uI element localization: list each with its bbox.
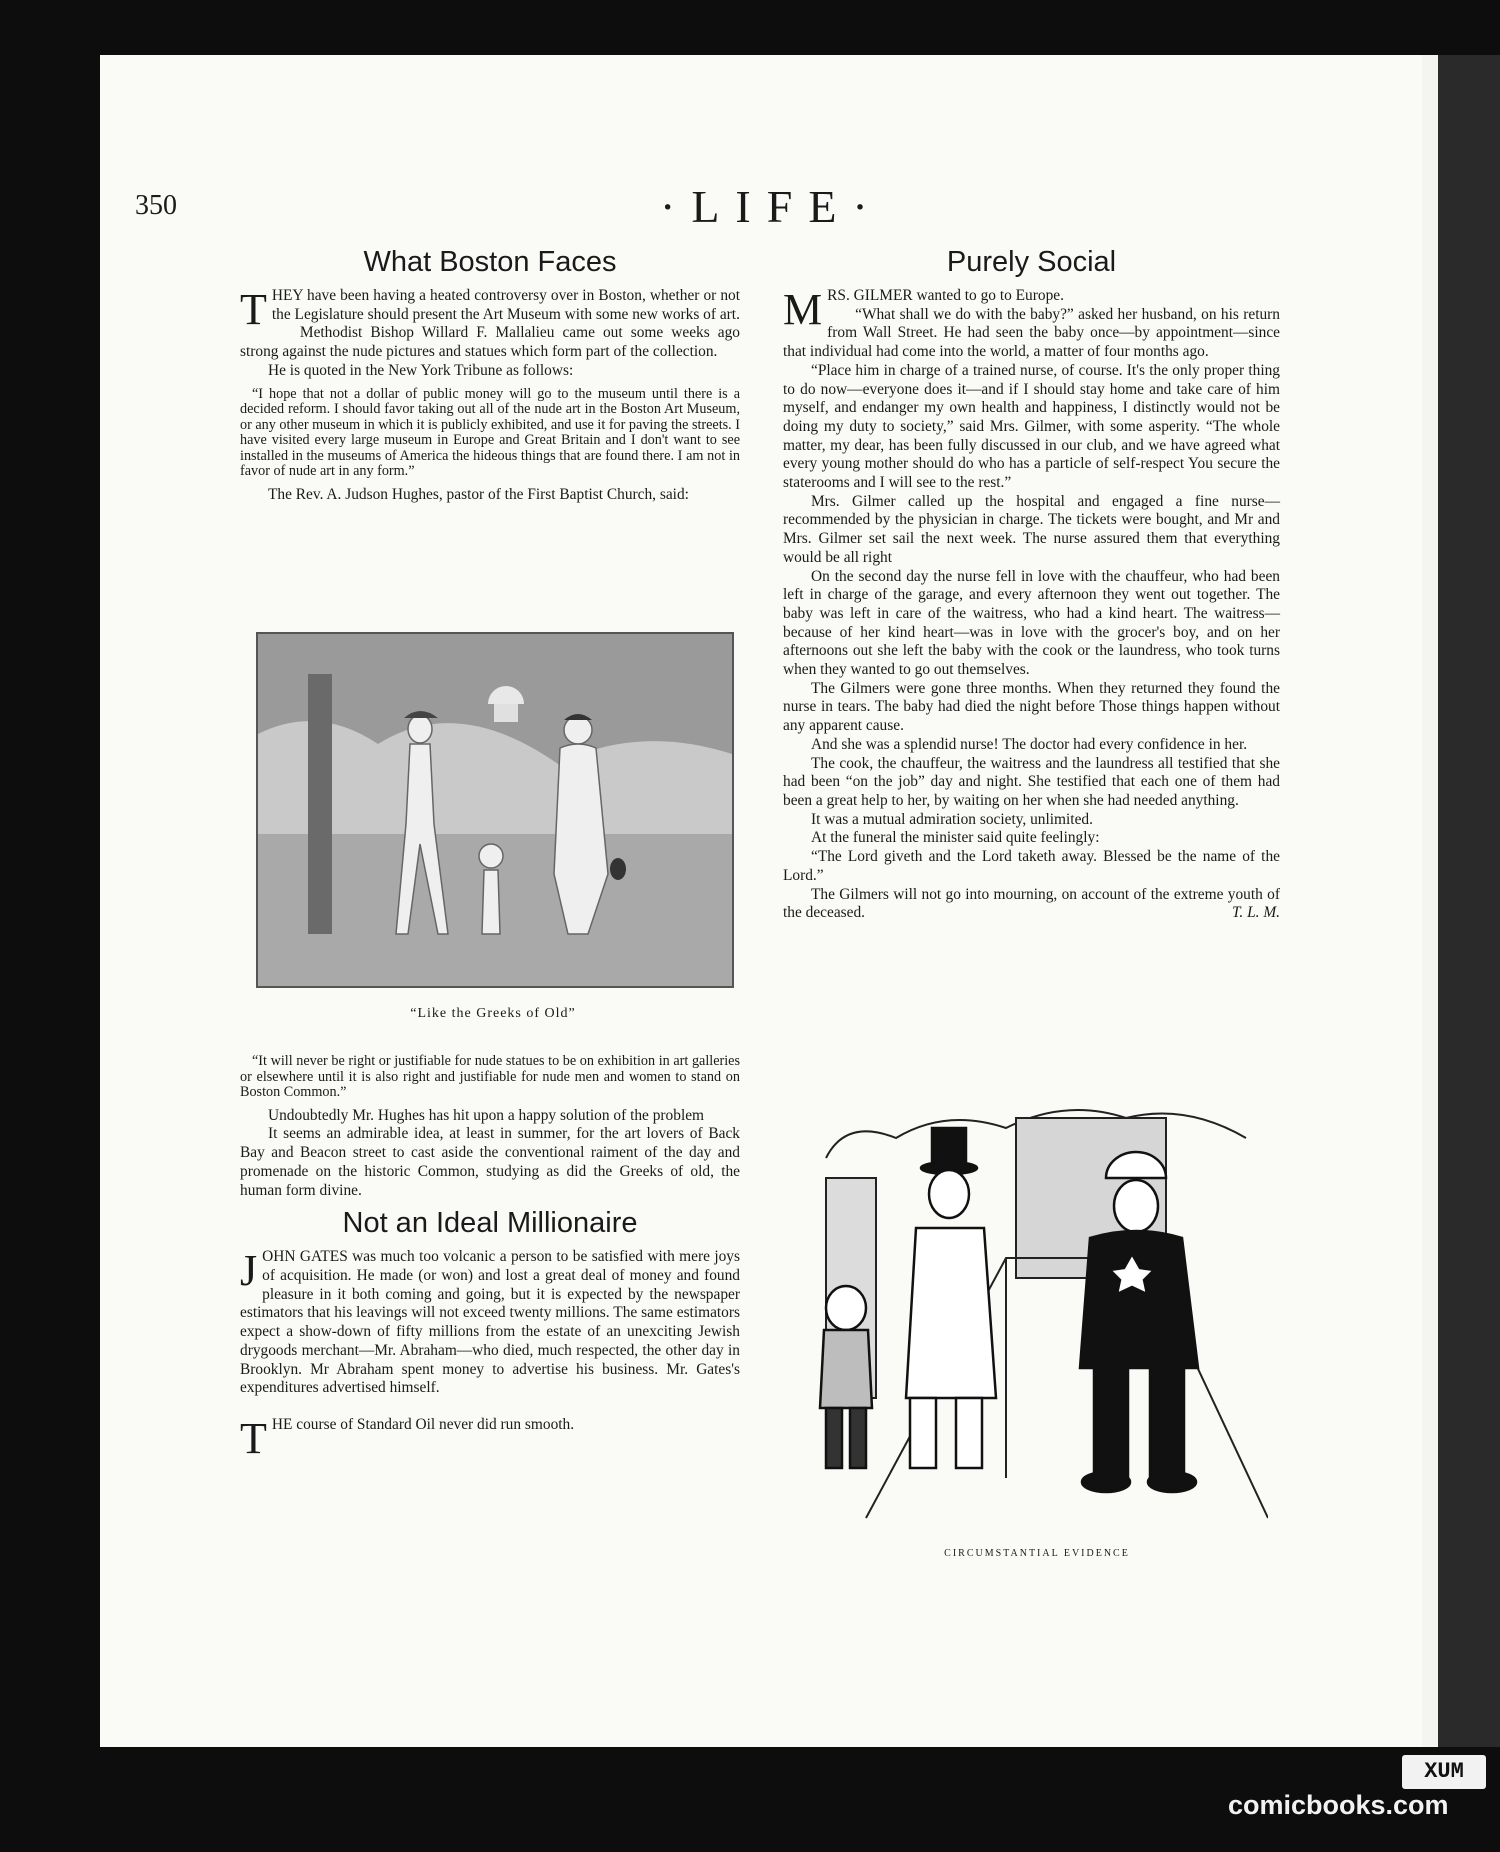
illustration-caption-greeks: “Like the Greeks of Old”	[410, 1006, 576, 1021]
watermark: comicbooks.com	[1228, 1790, 1449, 1820]
scan-badge: XUM	[1402, 1755, 1486, 1789]
article-title-purely-social: Purely Social	[946, 246, 1117, 278]
paragraph: The cook, the chauffeur, the waitress and the laundress all testified that she had been “on the job” day and night. She testified that each one of them had been a great help to her, by waiting on her when she had needed anything.	[783, 754, 1280, 809]
paragraph: Methodist Bishop Willard F. Mallalieu came out some weeks ago strong against the nude pictures and statues which form part of the collection.	[240, 324, 740, 361]
paragraph: “Place him in charge of a trained nurse, of course. It's the only proper thing to do now—everyone does it—and if I should stay home and take care of him myself, and endanger my own health and happiness, I distinctly would not be doing my duty to society,” said Mrs. Gilmer, with some asperity. “The whole matter, my dear, has been fully discussed in our club, and we have agreed what every young mother should do who has a particle of self-respect You secure the staterooms and I will see to the rest.”	[783, 361, 1280, 492]
next-page-edge	[1422, 55, 1500, 1747]
paragraph: JOHN GATES was much too volcanic a person to be satisfied with mere joys of acquisition. He made (or won) and lost a great deal of money and found pleasure in it both coming and going, but it is expected by the newspaper estimators that his leavings will not exceed twenty millions. The same estimators expect a show-down of fifty millions from the estate of an unexciting Jewish drygoods merchant—Mr. Abraham—who died, much respected, the other day in Brooklyn. Mr Abraham spent money to advertise his business. Mr. Gates's expenditures advertised himself.	[240, 1246, 740, 1397]
paragraph: On the second day the nurse fell in love with the chauffeur, who had been left in charge of the garage, and every afternoon they went out together. The baby was left in care of the waitress, who had a kind heart. The waitress—because of her kind heart—was in love with the grocer's boy, and on her afternoons out she left the baby with the cook or the laundress, who took turns when they wanted to go out themselves.	[783, 567, 1280, 679]
right-column	[783, 245, 1280, 923]
drop-cap: T	[240, 1413, 267, 1463]
paragraph: And she was a splendid nurse! The doctor had every confidence in her.	[811, 735, 1248, 753]
paragraph: Mrs. Gilmer called up the hospital and engaged a fine nurse—recommended by the physician in charge. The tickets were bought, and Mr and Mrs. Gilmer set sail the next week. The nurse assured them that everything would be all right	[783, 492, 1280, 566]
paragraph: “What shall we do with the baby?” asked her husband, on his return from Wall Street. He had seen the baby once—by appointment—since that individual had come into the world, a matter of four months ago.	[783, 305, 1280, 361]
paragraph: The Gilmers will not go into mourning, on account of the extreme youth of the deceased. T. L. M.	[783, 885, 1280, 922]
illustration-circumstantial-evidence	[806, 1098, 1268, 1520]
left-column	[240, 245, 740, 505]
quote-bishop: “I hope that not a dollar of public money will go to the museum until there is a decided reform. I should favor taking out all of the nude art in the Boston Art Museum, or any other museum in which it is publicly exhibited, and use it for paving the streets. I have visited every large museum in Europe and Great Britain and I don't want to see installed in the museums of America the hideous things that are found there. I am not in favor of nude art in any form.”	[240, 385, 741, 480]
article-title-millionaire: Not an Ideal Millionaire	[342, 1207, 638, 1240]
quote-hughes: “It will never be right or justifiable for nude statues to be on exhibition in art galleries or elsewhere until it is also right and justifiable for nude men and women to stand on Boston Common.”	[240, 1053, 740, 1101]
page-number: 350	[135, 190, 177, 221]
paragraph: At the funeral the minister said quite feelingly:	[811, 829, 1100, 847]
paragraph: It was a mutual admiration society, unlimited.	[811, 810, 1093, 828]
paragraph: MRS. GILMER wanted to go to Europe.	[783, 285, 1064, 334]
drop-cap: J	[240, 1246, 258, 1296]
masthead: ·LIFE·	[660, 181, 884, 232]
paragraph: He is quoted in the New York Tribune as follows:	[268, 361, 574, 379]
drop-cap: T	[240, 285, 267, 334]
paragraph: THE course of Standard Oil never did run smooth.	[240, 1413, 575, 1463]
illustration-caption-evidence: CIRCUMSTANTIAL EVIDENCE	[944, 1548, 1130, 1559]
paragraph: It seems an admirable idea, at least in summer, for the art lovers of Back Bay and Beacon street to cast aside the conventional raiment of the day and promenade on the historic Common, studying as did the Greeks of old, the human form divine.	[240, 1125, 740, 1199]
paragraph: The Rev. A. Judson Hughes, pastor of the First Baptist Church, said:	[268, 486, 689, 504]
illustration-greeks	[256, 632, 734, 988]
paragraph: “The Lord giveth and the Lord taketh away. Blessed be the name of the Lord.”	[783, 848, 1280, 884]
drop-cap: M	[783, 285, 823, 334]
article-title-boston: What Boston Faces	[363, 246, 617, 278]
paragraph: THEY have been having a heated controversy over in Boston, whether or not the Legislature should present the Art Museum with some new works of art.	[240, 285, 740, 334]
left-column-lower	[240, 1048, 740, 1463]
page-header	[135, 180, 1285, 240]
paragraph: Undoubtedly Mr. Hughes has hit upon a happy solution of the problem	[268, 1106, 705, 1124]
paragraph: The Gilmers were gone three months. When they returned they found the nurse in tears. The baby had died the night before Those things happen without any apparent cause.	[783, 679, 1280, 735]
author-signature: T. L. M.	[1231, 904, 1280, 922]
